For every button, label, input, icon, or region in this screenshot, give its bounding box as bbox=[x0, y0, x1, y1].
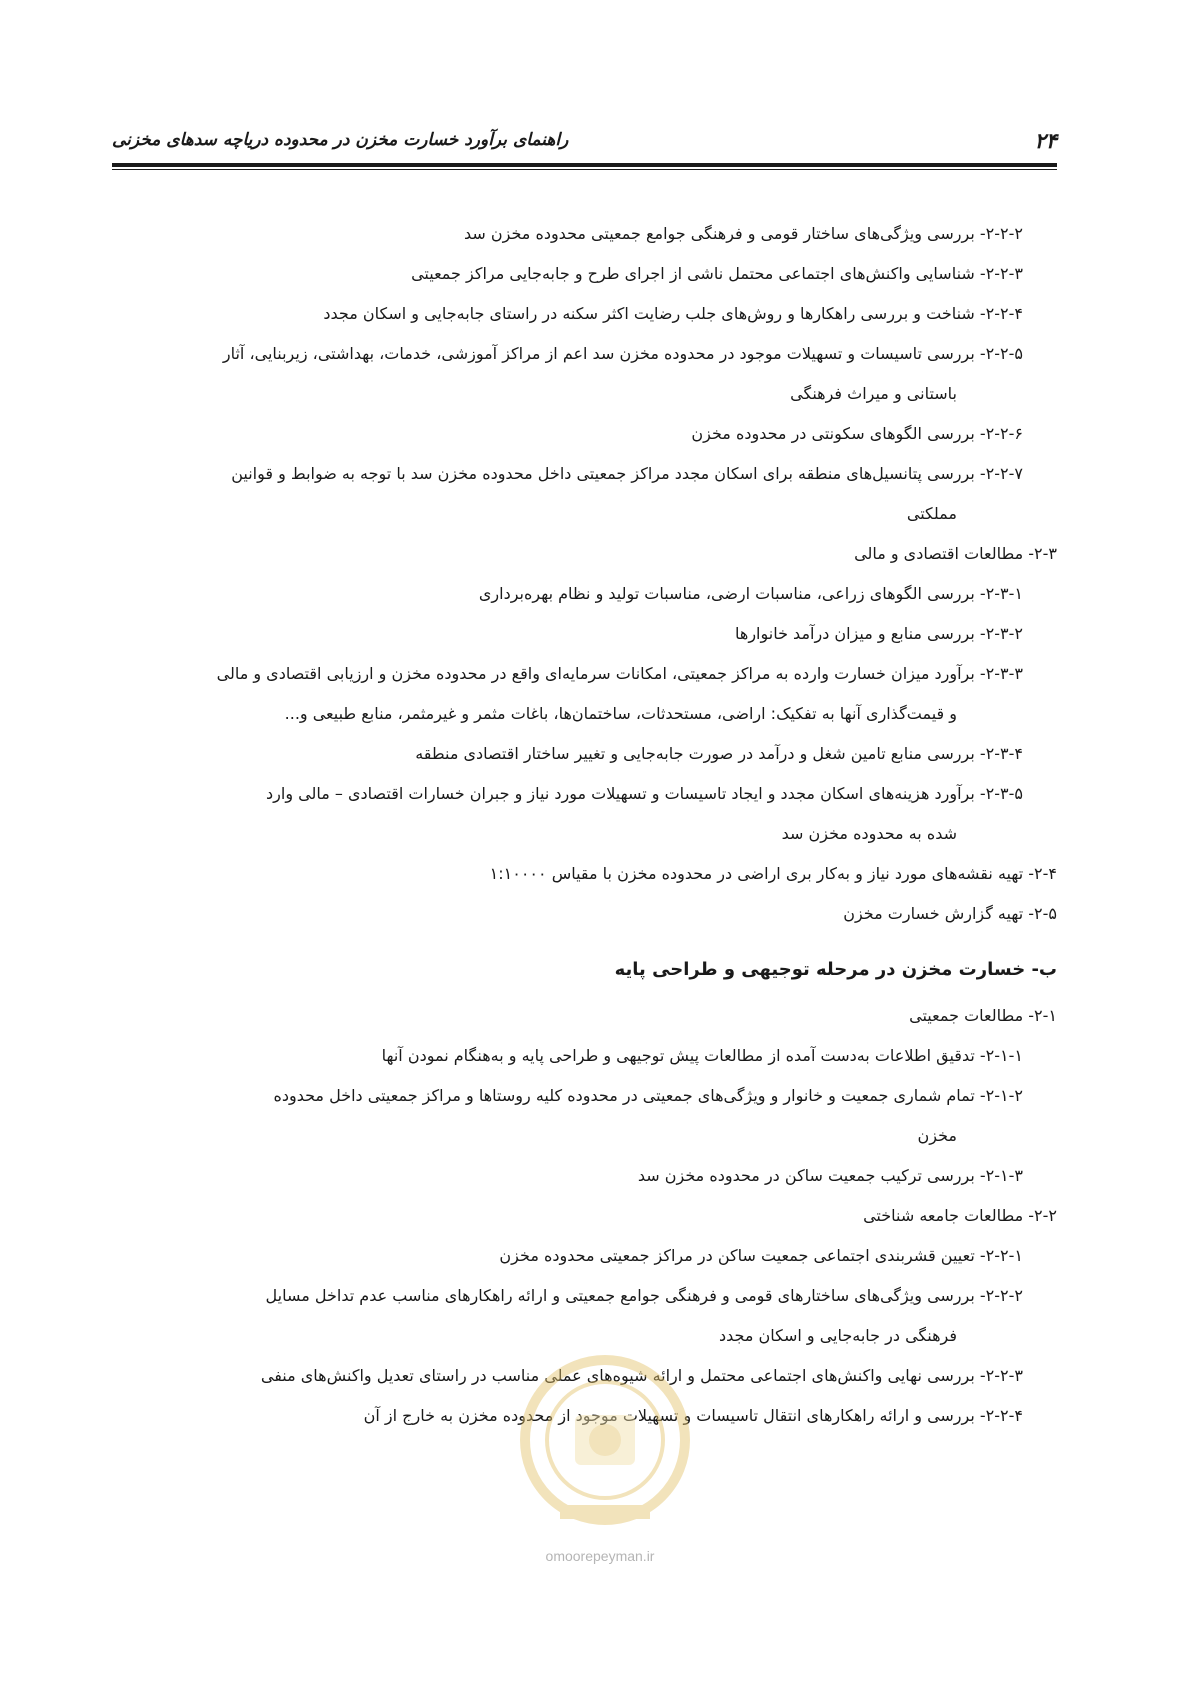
list-item: ۲-۲-۵- بررسی تاسیسات و تسهیلات موجود در محدوده مخزن سد اعم از مراکز آموزشی، خدمات، بهداشتی، زیربنایی، آثار bbox=[222, 344, 1023, 363]
running-title: راهنمای برآورد خسارت مخزن در محدوده دریاچه سدهای مخزنی bbox=[112, 130, 569, 150]
watermark-url: omoorepeyman.ir bbox=[545, 1548, 655, 1564]
list-item: ۲-۵- تهیه گزارش خسارت مخزن bbox=[843, 904, 1057, 923]
list-item: ۲-۲-۳- شناسایی واکنش‌های اجتماعی محتمل ناشی از اجرای طرح و جابه‌جایی مراکز جمعیتی bbox=[411, 264, 1023, 283]
page-header bbox=[112, 128, 1057, 156]
list-item: ۲-۳-۵- برآورد هزینه‌های اسکان مجدد و ایجاد تاسیسات و تسهیلات مورد نیاز و جبران خسارات اقتصادی – مالی وارد bbox=[266, 784, 1023, 803]
list-item: ۲-۴- تهیه نقشه‌های مورد نیاز و به‌کار بری اراضی در محدوده مخزن با مقیاس ۱:۱۰۰۰۰ bbox=[489, 864, 1057, 883]
list-item-continuation: مخزن bbox=[917, 1126, 957, 1145]
list-item: ۲-۳-۳- برآورد میزان خسارت وارده به مراکز جمعیتی، امکانات سرمایه‌ای واقع در محدوده مخزن و ارزیابی اقتصادی و مالی bbox=[216, 664, 1023, 683]
list-item: ۲-۱-۳- بررسی ترکیب جمعیت ساکن در محدوده مخزن سد bbox=[637, 1166, 1023, 1185]
section-heading: ب- خسارت مخزن در مرحله توجیهی و طراحی پایه bbox=[614, 959, 1057, 980]
list-item: ۲-۱-۱- تدقیق اطلاعات به‌دست آمده از مطالعات پیش توجیهی و طراحی پایه و به‌هنگام نمودن آنها bbox=[381, 1046, 1023, 1065]
list-item: ۲-۲-۷- بررسی پتانسیل‌های منطقه برای اسکان مجدد مراکز جمعیتی داخل محدوده مخزن سد با توجه به ضوابط و قوانین bbox=[231, 464, 1023, 483]
list-item-continuation: مملکتی bbox=[906, 504, 957, 523]
page-number: ۲۴ bbox=[1034, 128, 1057, 153]
list-item: ۲-۲-۱- تعیین قشربندی اجتماعی جمعیت ساکن در مراکز جمعیتی محدوده مخزن bbox=[499, 1246, 1023, 1265]
list-item: ۲-۳-۲- بررسی منابع و میزان درآمد خانوارها bbox=[735, 624, 1023, 643]
list-item-continuation: شده به محدوده مخزن سد bbox=[781, 824, 957, 843]
document-body bbox=[112, 214, 1057, 1436]
list-item: ۲-۲-۴- شناخت و بررسی راهکارها و روش‌های جلب رضایت اکثر سکنه در راستای جابه‌جایی و اسکان مجدد bbox=[323, 304, 1023, 323]
list-item-continuation: باستانی و میراث فرهنگی bbox=[790, 384, 957, 403]
list-item: ۲-۲-۲- بررسی ویژگی‌های ساختارهای قومی و فرهنگی جوامع جمعیتی و ارائه راهکارهای مناسب عدم تداخل مسایل bbox=[265, 1286, 1023, 1305]
list-item: ۲-۳-۱- بررسی الگوهای زراعی، مناسبات ارضی، مناسبات تولید و نظام بهره‌برداری bbox=[478, 584, 1023, 603]
list-item: ۲-۱- مطالعات جمعیتی bbox=[909, 1006, 1057, 1025]
list-item: ۲-۲-۶- بررسی الگوهای سکونتی در محدوده مخزن bbox=[691, 424, 1023, 443]
list-item: ۲-۳- مطالعات اقتصادی و مالی bbox=[854, 544, 1057, 563]
list-item: ۲-۲- مطالعات جامعه شناختی bbox=[863, 1206, 1057, 1225]
list-item-continuation: و قیمت‌گذاری آنها به تفکیک: اراضی، مستحدثات، ساختمان‌ها، باغات مثمر و غیرمثمر، منابع طبیعی و... bbox=[284, 704, 957, 723]
list-item: ۲-۱-۲- تمام شماری جمعیت و خانوار و ویژگی‌های جمعیتی در محدوده کلیه روستاها و مراکز جمعیتی داخل محدوده bbox=[273, 1086, 1023, 1105]
header-rule-thick bbox=[112, 163, 1057, 167]
list-item-continuation: فرهنگی در جابه‌جایی و اسکان مجدد bbox=[718, 1326, 957, 1345]
list-item: ۲-۲-۴- بررسی و ارائه راهکارهای انتقال تاسیسات و تسهیلات موجود از محدوده مخزن به خارج از آن bbox=[363, 1406, 1023, 1425]
list-item: ۲-۲-۲- بررسی ویژگی‌های ساختار قومی و فرهنگی جوامع جمعیتی محدوده مخزن سد bbox=[463, 224, 1023, 243]
list-item: ۲-۲-۳- بررسی نهایی واکنش‌های اجتماعی محتمل و ارائه شیوه‌های عملی مناسب در راستای تعدیل واکنش‌های منفی bbox=[260, 1366, 1023, 1385]
list-item: ۲-۳-۴- بررسی منابع تامین شغل و درآمد در صورت جابه‌جایی و تغییر ساختار اقتصادی منطقه bbox=[415, 744, 1023, 763]
header-rule-thin bbox=[112, 169, 1057, 170]
